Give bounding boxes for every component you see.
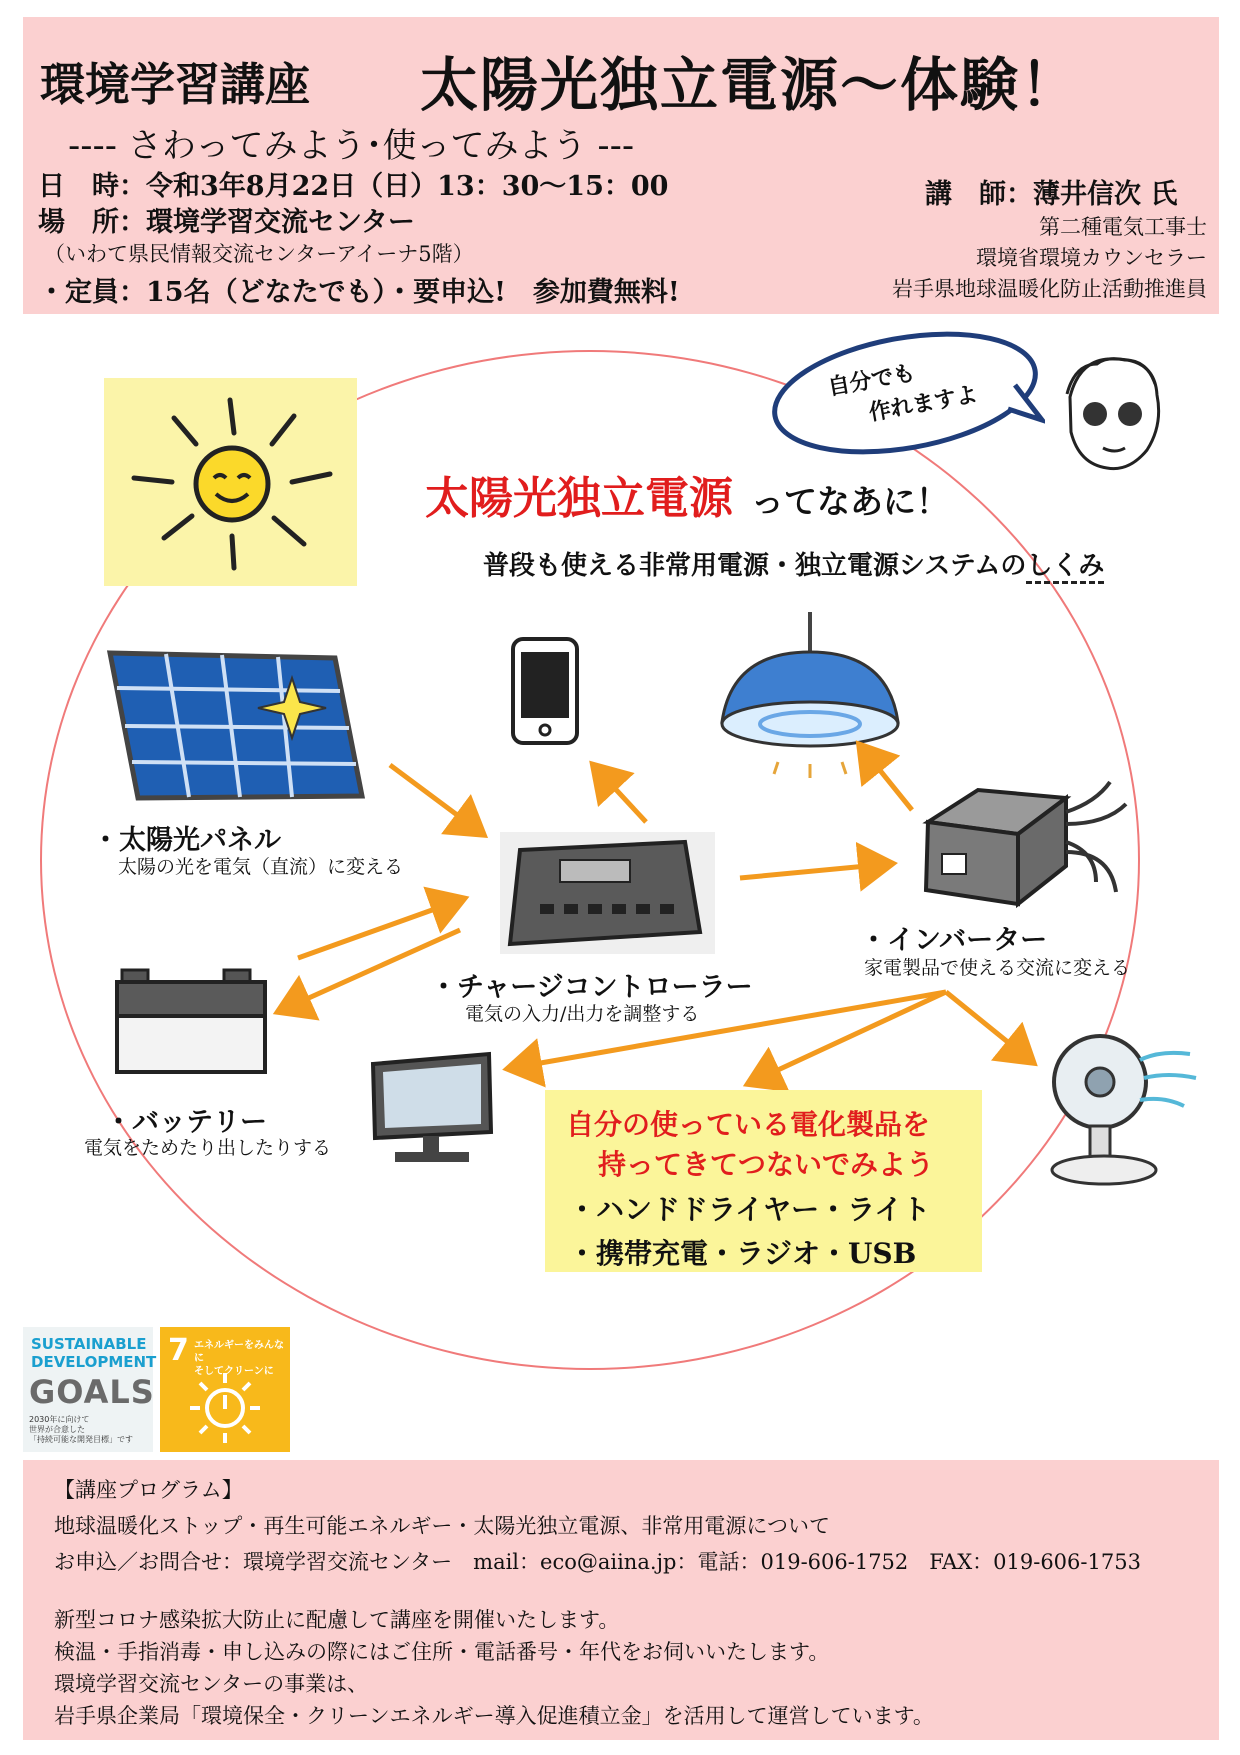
subtitle: ---- さわってみよう･使ってみよう --- bbox=[68, 126, 635, 166]
charge-controller-desc: 電気の入力/出力を調整する bbox=[465, 1003, 700, 1025]
heading-highlight: 太陽光独立電源 bbox=[425, 473, 733, 524]
subheading-underlined: しくみ bbox=[1026, 551, 1104, 584]
solar-panel-desc: 太陽の光を電気（直流）に変える bbox=[118, 856, 404, 878]
lecturer-credential: 環境省環境カウンセラー bbox=[976, 246, 1207, 270]
org-title: 環境学習講座 bbox=[40, 58, 311, 111]
sdgs-logo bbox=[23, 1327, 157, 1452]
bring-devices-line: 持ってきてつないでみよう bbox=[598, 1148, 935, 1181]
sdgs-logo-note: 「持続可能な開発目標」です bbox=[29, 1435, 133, 1444]
arrow-panel-to-controller bbox=[390, 765, 480, 832]
footer-note: 環境学習交流センターの事業は、 bbox=[54, 1672, 369, 1696]
arrow-battery-to-controller bbox=[298, 900, 460, 958]
contact-info: お申込／お問合せ：環境学習交流センター mail：eco@aiina.jp：電話：019-606-1752 FAX：019-606-1753 bbox=[54, 1550, 1141, 1574]
sdgs-logo-line: SUSTAINABLE bbox=[31, 1335, 147, 1353]
subheading-text: 普段も使える非常用電源・独立電源システムの bbox=[483, 551, 1027, 581]
event-capacity: ・定員：15名（どなたでも）・要申込! 参加費無料! bbox=[38, 277, 680, 308]
arrow-controller-to-phone bbox=[596, 768, 646, 822]
inverter-desc: 家電製品で使える交流に変える bbox=[864, 957, 1131, 979]
speech-line: 作れますよ bbox=[867, 382, 980, 427]
footer-note: 検温・手指消毒・申し込みの際にはご住所・電話番号・年代をお伺いいたします。 bbox=[54, 1640, 830, 1664]
sdg-goal-text: エネルギーをみんなに bbox=[194, 1340, 284, 1364]
solar-panel-label: ・太陽光パネル bbox=[92, 825, 281, 856]
footer-note: 新型コロナ感染拡大防止に配慮して講座を開催いたします。 bbox=[54, 1608, 620, 1632]
arrow-inverter-to-monitor bbox=[512, 992, 946, 1068]
lecturer-name: 講 師：薄井信次 氏 bbox=[925, 179, 1178, 210]
footer-note: 岩手県企業局「環境保全・クリーンエネルギー導入促進積立金」を活用して運営しています。 bbox=[54, 1704, 934, 1728]
program-text: 地球温暖化ストップ・再生可能エネルギー・太陽光独立電源、非常用電源について bbox=[54, 1514, 830, 1538]
charge-controller-label: ・チャージコントローラー bbox=[430, 972, 753, 1003]
power-sun-icon bbox=[188, 1371, 262, 1445]
page-title: 太陽光独立電源～体験！ bbox=[420, 51, 1081, 119]
event-date: 日 時：令和3年8月22日（日）13：30～15：00 bbox=[38, 171, 669, 202]
program-heading: 【講座プログラム】 bbox=[54, 1478, 243, 1502]
arrow-inverter-to-fan bbox=[946, 992, 1030, 1060]
sdg-goal-text: そしてクリーンに bbox=[194, 1366, 274, 1377]
bring-devices-line: 自分の使っている電化製品を bbox=[566, 1108, 931, 1141]
inverter-label: ・インバーター bbox=[860, 925, 1048, 956]
heading-rest: ってなあに！ bbox=[751, 482, 949, 521]
arrow-controller-to-inverter bbox=[740, 864, 888, 878]
speech-line: 自分でも bbox=[826, 360, 918, 401]
sdgs-logo-note: 世界が合意した bbox=[29, 1425, 85, 1434]
bring-devices-item: ・ハンドドライヤー・ライト bbox=[568, 1193, 931, 1226]
arrow-inverter-to-lamp bbox=[862, 748, 912, 810]
sdgs-logo-note: 2030年に向けて bbox=[29, 1415, 90, 1424]
lecturer-credential: 岩手県地球温暖化防止活動推進員 bbox=[892, 277, 1207, 301]
arrow-controller-to-battery bbox=[282, 930, 460, 1010]
event-place: 場 所：環境学習交流センター bbox=[38, 207, 415, 238]
sdgs-logo-goals: GOALS bbox=[29, 1373, 155, 1411]
bring-devices-item: ・携帯充電・ラジオ・USB bbox=[568, 1237, 917, 1270]
sdgs-logo-line: DEVELOPMENT bbox=[31, 1353, 157, 1371]
arrow-inverter-to-tip bbox=[752, 992, 946, 1082]
lecturer-credential: 第二種電気工事士 bbox=[1039, 215, 1207, 239]
event-place-detail: （いわて県民情報交流センターアイーナ5階） bbox=[44, 242, 474, 266]
battery-label: ・バッテリー bbox=[105, 1107, 267, 1138]
sdg-goal-7-icon bbox=[160, 1327, 290, 1452]
sdg-goal-number: 7 bbox=[168, 1333, 189, 1368]
battery-desc: 電気をためたり出したりする bbox=[84, 1137, 332, 1159]
